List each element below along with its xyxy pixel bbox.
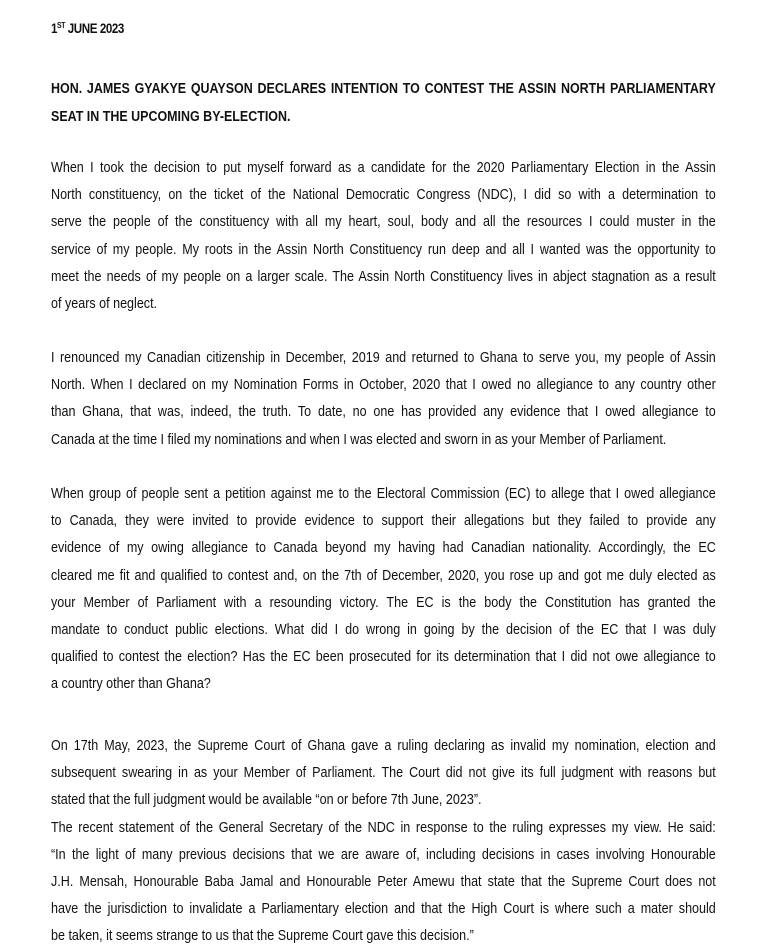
text-line: your Member of Parliament with a resounding victory. The EC is the body the Constitution has granted the [51, 594, 716, 611]
text-line: J.H. Mensah, Honourable Baba Jamal and Honourable Peter Amewu that state that the Supreme Court does not [51, 874, 716, 891]
text-line: to Canada, they were invited to provide evidence to support their allegations but they failed to provide any [51, 513, 716, 530]
text-line: evidence of my owing allegiance to Canada beyond my having had Canadian nationality. Accordingly, the EC [51, 540, 716, 557]
text-line: Canada at the time I filed my nominations and when I was elected and sworn in as your Member of Parliament. [51, 431, 667, 448]
date-month-year: JUNE 2023 [64, 21, 124, 36]
text-line: I renounced my Canadian citizenship in December, 2019 and returned to Ghana to serve you, my people of Assin [51, 350, 716, 366]
text-line: of years of neglect. [51, 296, 158, 313]
text-line: service of my people. My roots in the Assin North Constituency run deep and all I wanted was the opportunity to [51, 241, 716, 258]
text-line: mandate to conduct public elections. What did I do wrong in going by the decision of the EC that I was duly [51, 622, 716, 639]
statement-date [51, 21, 124, 36]
text-line: stated that the full judgment would be available “on or before 7th June, 2023”. [51, 792, 482, 809]
text-line: When group of people sent a petition against me to the Electoral Commission (EC) to allege that I owed allegiance [51, 486, 716, 502]
paragraph-citizenship [51, 345, 716, 454]
paragraph-petition [51, 481, 716, 699]
paragraph-supreme-court [51, 733, 716, 951]
text-line: meet the needs of my people on a larger scale. The Assin North Constituency lives in abject stagnation as a result [51, 268, 716, 285]
text-line: cleared me fit and qualified to contest and, on the 7th of December, 2020, you rose up and got me duly elected as [51, 567, 716, 584]
paragraph-candidacy [51, 155, 716, 318]
text-line: qualified to contest the election? Has the EC been prosecuted for its determination that I did not owe allegiance to [51, 649, 716, 666]
date-suffix: ST [57, 21, 65, 30]
text-line: be taken, it seems strange to us that the Supreme Court gave this decision.” [51, 928, 474, 945]
statement-heading: HON. JAMES GYAKYE QUAYSON DECLARES INTENTION TO CONTEST THE ASSIN NORTH PARLIAMENTARY SEAT IN THE UPCOMING BY-ELECTION. [51, 81, 716, 125]
text-line: The recent statement of the General Secretary of the NDC in response to the ruling expresses my view. He said: [51, 819, 716, 836]
text-line: serve the people of the constituency with all my heart, soul, body and all the resources I could muster in the [51, 214, 716, 231]
date-day: 1 [51, 21, 58, 36]
text-line: “In the light of many previous decisions that we are aware of, including decisions in cases involving Honourable [51, 846, 716, 863]
text-line: On 17th May, 2023, the Supreme Court of Ghana gave a ruling declaring as invalid my nomination, election and [51, 738, 716, 754]
text-line: subsequent swearing in as your Member of Parliament. The Court did not give its full judgment with reasons but [51, 765, 716, 782]
text-line: have the jurisdiction to invalidate a Parliamentary election and that the High Court is where such a mater should [51, 901, 716, 918]
text-line: a country other than Ghana? [51, 676, 211, 693]
text-line: When I took the decision to put myself forward as a candidate for the 2020 Parliamentary Election in the Assin [51, 160, 716, 176]
text-line: North. When I declared on my Nomination Forms in October, 2020 that I owed no allegiance to any country other [51, 377, 716, 394]
text-line: North constituency, on the ticket of the National Democratic Congress (NDC), I did so with a determination to [51, 187, 716, 204]
text-line: than Ghana, that was, indeed, the truth. To date, no one has provided any evidence that I owed allegiance to [51, 404, 716, 421]
